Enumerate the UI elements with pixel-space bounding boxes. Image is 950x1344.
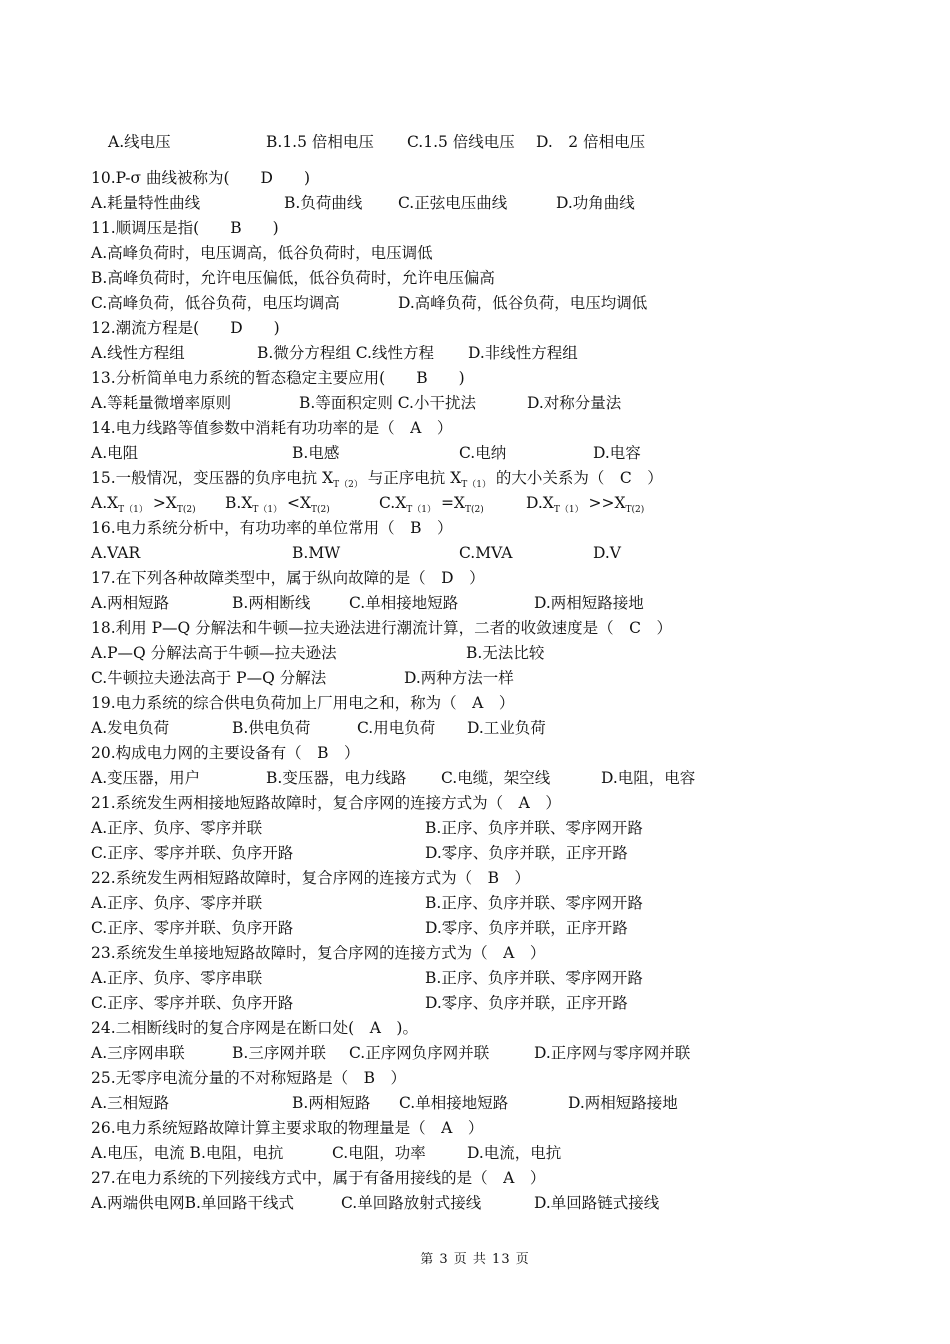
q14-option-d: D.电容 [593, 444, 641, 462]
q15-option-b [225, 493, 330, 520]
q19-option-c: C.用电负荷 [357, 719, 436, 737]
q23-option-b: B.正序、负序并联、零序网开路 [425, 969, 643, 987]
q15-c-s1: T（1） [406, 505, 437, 515]
q26-stem: 26.电力系统短路故障计算主要求取的物理量是（ A ） [91, 1119, 484, 1137]
q14-option-c: C.电纳 [459, 444, 507, 462]
q17-option-a: A.两相短路 [91, 594, 170, 612]
q19-option-b: B.供电负荷 [232, 719, 311, 737]
q12-option-d: D.非线性方程组 [468, 344, 578, 362]
q15-b-p2: <X [282, 494, 312, 512]
q16-stem: 16.电力系统分析中，有功功率的单位常用（ B ） [91, 519, 453, 537]
q14-stem: 14.电力线路等值参数中消耗有功功率的是（ A ） [91, 419, 453, 437]
q27-option-c: C.单回路放射式接线 [341, 1194, 482, 1212]
q15-a-s2: T(2) [176, 505, 196, 515]
q15-option-c [379, 493, 484, 520]
q26-option-d: D.电流，电抗 [467, 1144, 562, 1162]
q20-option-b: B.变压器，电力线路 [266, 769, 407, 787]
q10-option-a: A.耗量特性曲线 [91, 194, 201, 212]
q13-option-a: A.等耗量微增率原则 [91, 394, 232, 412]
q11-option-a: A.高峰负荷时，电压调高，低谷负荷时，电压调低 [91, 244, 433, 262]
q27-stem: 27.在电力系统的下列接线方式中，属于有备用接线的是（ A ） [91, 1169, 546, 1187]
q9-option-d: D. 2 倍相电压 [536, 133, 646, 151]
q24-option-d: D.正序网与零序网并联 [534, 1044, 691, 1062]
q22-option-d: D.零序、负序并联，正序开路 [425, 919, 628, 937]
q26-option-c: C.电阻，功率 [332, 1144, 426, 1162]
q21-option-d: D.零序、负序并联，正序开路 [425, 844, 628, 862]
q10-stem: 10.P-σ 曲线被称为( D ) [91, 169, 310, 187]
q20-option-d: D.电阻，电容 [601, 769, 696, 787]
q22-option-b: B.正序、负序并联、零序网开路 [425, 894, 643, 912]
q25-option-c: C.单相接地短路 [399, 1094, 509, 1112]
q15-b-s2: T(2) [311, 505, 330, 515]
q18-option-c: C.牛顿拉夫逊法高于 P—Q 分解法 [91, 669, 327, 687]
q10-option-d: D.功角曲线 [556, 194, 635, 212]
q25-option-d: D.两相短路接地 [568, 1094, 678, 1112]
q12-option-bc: B.微分方程组 C.线性方程 [257, 344, 434, 362]
q17-option-d: D.两相短路接地 [534, 594, 644, 612]
q23-stem: 23.系统发生单接地短路故障时，复合序网的连接方式为（ A ） [91, 944, 546, 962]
q15-a-s1: T（1） [118, 505, 148, 515]
q16-option-c: C.MVA [459, 544, 513, 562]
page-number-footer: 第 3 页 共 13 页 [420, 1252, 530, 1267]
q18-option-a: A.P—Q 分解法高于牛顿—拉夫逊法 [91, 644, 337, 662]
q15-b-p1: B.X [225, 494, 253, 512]
q15-d-s2: T(2) [625, 505, 645, 515]
q24-option-b: B.三序网并联 [232, 1044, 326, 1062]
q18-option-b: B.无法比较 [466, 644, 545, 662]
q15-stem [91, 468, 663, 495]
q17-option-b: B.两相断线 [232, 594, 311, 612]
q21-option-a: A.正序、负序、零序并联 [91, 819, 263, 837]
q11-stem: 11.顺调压是指( B ) [91, 219, 279, 237]
q21-option-c: C.正序、零序并联、负序开路 [91, 844, 294, 862]
q14-option-b: B.电感 [292, 444, 340, 462]
q20-stem: 20.构成电力网的主要设备有（ B ） [91, 744, 360, 762]
q18-stem: 18.利用 P—Q 分解法和牛顿—拉夫逊法进行潮流计算，二者的收敛速度是（ C ） [91, 619, 673, 637]
q23-option-d: D.零序、负序并联，正序开路 [425, 994, 628, 1012]
q21-stem: 21.系统发生两相接地短路故障时，复合序网的连接方式为（ A ） [91, 794, 561, 812]
q15-d-p2: >>X [583, 494, 626, 512]
q15-option-a [91, 493, 196, 520]
q22-stem: 22.系统发生两相短路故障时，复合序网的连接方式为（ B ） [91, 869, 531, 887]
q9-option-a: A.线电压 [108, 133, 171, 151]
q16-option-b: B.MW [292, 544, 341, 562]
q24-stem: 24.二相断线时的复合序网是在断口处( A )。 [91, 1019, 418, 1037]
q10-option-b: B.负荷曲线 [284, 194, 363, 212]
q13-option-d: D.对称分量法 [527, 394, 622, 412]
q15-c-p2: =X [436, 494, 465, 512]
q25-stem: 25.无零序电流分量的不对称短路是（ B ） [91, 1069, 407, 1087]
q12-option-a: A.线性方程组 [91, 344, 185, 362]
q15-option-d [526, 493, 644, 520]
q15-d-p1: D.X [526, 494, 554, 512]
q20-option-a: A.变压器，用户 [91, 769, 201, 787]
q15-b-s1: T（1） [252, 505, 283, 515]
q23-option-a: A.正序、负序、零序串联 [91, 969, 263, 987]
q22-option-a: A.正序、负序、零序并联 [91, 894, 263, 912]
q27-option-d: D.单回路链式接线 [534, 1194, 660, 1212]
q24-option-c: C.正序网负序网并联 [349, 1044, 490, 1062]
q25-option-a: A.三相短路 [91, 1094, 170, 1112]
q9-option-c: C.1.5 倍线电压 [407, 133, 515, 151]
q15-c-p1: C.X [379, 494, 407, 512]
q13-option-bc: B.等面积定则 C.小干扰法 [299, 394, 476, 412]
q11-option-c: C.高峰负荷，低谷负荷，电压均调高 [91, 294, 340, 312]
q13-stem: 13.分析简单电力系统的暂态稳定主要应用( B ) [91, 369, 465, 387]
q9-option-b: B.1.5 倍相电压 [266, 133, 374, 151]
q21-option-b: B.正序、负序并联、零序网开路 [425, 819, 643, 837]
q19-option-a: A.发电负荷 [91, 719, 170, 737]
q11-option-d: D.高峰负荷，低谷负荷，电压均调低 [398, 294, 648, 312]
q17-stem: 17.在下列各种故障类型中，属于纵向故障的是（ D ） [91, 569, 485, 587]
q18-option-d: D.两种方法一样 [404, 669, 514, 687]
q23-option-c: C.正序、零序并联、负序开路 [91, 994, 294, 1012]
q15-stem-mid: 与正序电抗 X [362, 469, 462, 487]
q24-option-a: A.三序网串联 [91, 1044, 185, 1062]
q26-option-ab: A.电压，电流 B.电阻，电抗 [91, 1144, 284, 1162]
q15-stem-post: 的大小关系为（ C ） [490, 469, 663, 487]
q15-d-s1: T（1） [553, 505, 584, 515]
q19-option-d: D.工业负荷 [467, 719, 546, 737]
q15-a-p2: >X [147, 494, 177, 512]
q16-option-a: A.VAR [91, 544, 141, 562]
q20-option-c: C.电缆，架空线 [441, 769, 551, 787]
q15-stem-sub2: T（1） [461, 480, 491, 490]
q22-option-c: C.正序、零序并联、负序开路 [91, 919, 294, 937]
q27-option-ab: A.两端供电网B.单回路干线式 [91, 1194, 294, 1212]
q14-option-a: A.电阻 [91, 444, 139, 462]
q17-option-c: C.单相接地短路 [349, 594, 459, 612]
q16-option-d: D.V [593, 544, 621, 562]
q19-stem: 19.电力系统的综合供电负荷加上厂用电之和，称为（ A ） [91, 694, 515, 712]
q25-option-b: B.两相短路 [292, 1094, 371, 1112]
q15-a-p1: A.X [91, 494, 119, 512]
q15-stem-sub1: T（2） [333, 480, 363, 490]
q11-option-b: B.高峰负荷时，允许电压偏低，低谷负荷时，允许电压偏高 [91, 269, 495, 287]
q12-stem: 12.潮流方程是( D ) [91, 319, 280, 337]
q15-stem-pre: 15.一般情况，变压器的负序电抗 X [91, 469, 334, 487]
q10-option-c: C.正弦电压曲线 [398, 194, 508, 212]
q15-c-s2: T(2) [464, 505, 484, 515]
